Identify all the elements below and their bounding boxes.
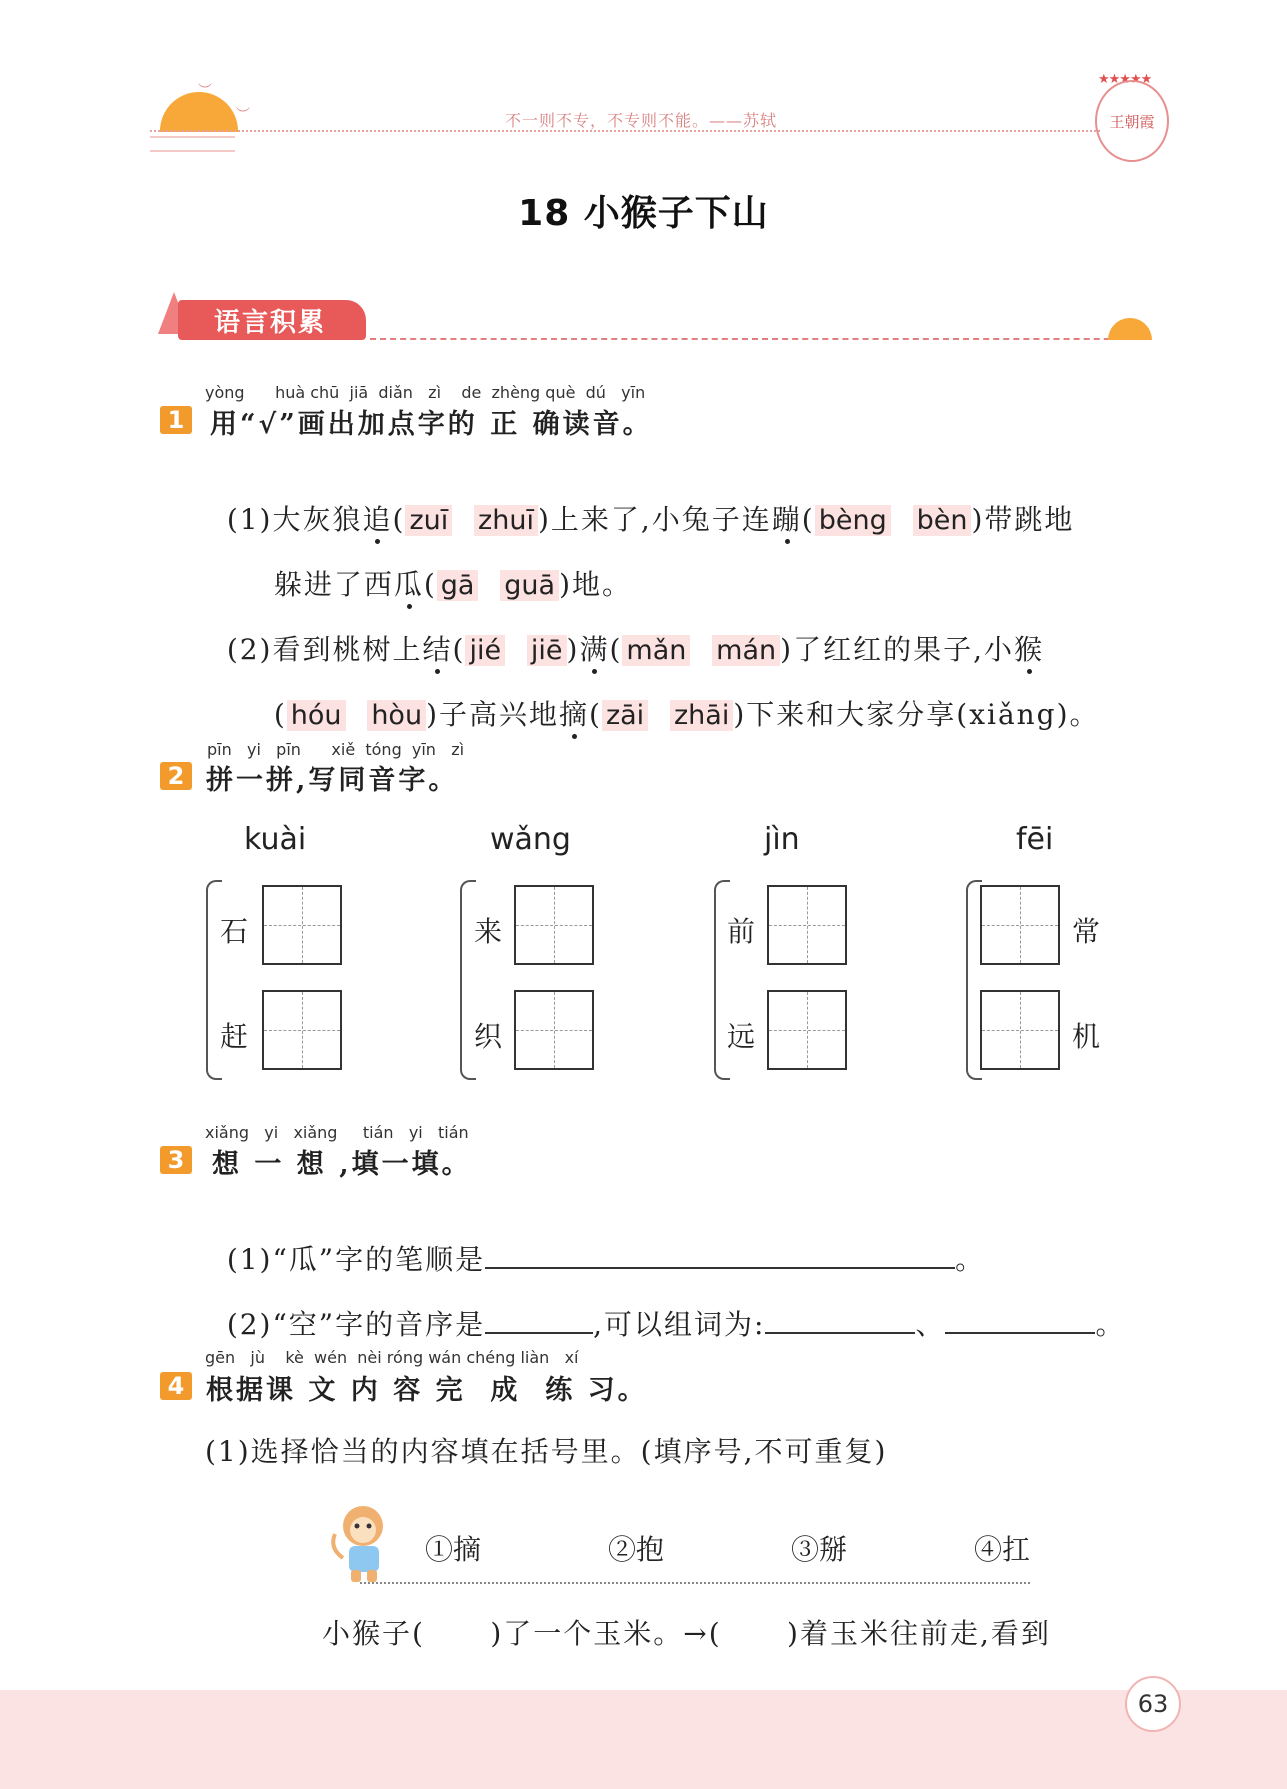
motto: 不一则不专，不专则不能。——苏轼	[505, 111, 778, 130]
q3-number: 3	[160, 1146, 192, 1174]
q3-line2: (2)“空”字的音序是 ,可以组词为: 、 。	[205, 1270, 1125, 1343]
group-char: 织	[474, 1020, 503, 1053]
bird-icon: ︶	[236, 107, 250, 123]
option-item[interactable]: ①摘	[425, 1533, 482, 1566]
brand-stamp: 王朝霞	[1095, 80, 1169, 162]
q2-pinyin: pīn yi pīn xiě tóng yīn zì	[207, 740, 465, 759]
writing-box[interactable]	[980, 990, 1060, 1070]
q1-line2: 躲进了西瓜( gā guā )地。	[273, 568, 633, 601]
option-list	[425, 1528, 1030, 1568]
dotted-char: 蹦	[771, 503, 802, 536]
answer-blank[interactable]	[485, 1239, 955, 1269]
stars-icon: ★★★★★	[1098, 72, 1152, 87]
q1-pinyin: yòng huà chū jiā diǎn zì de zhèng què dú yīn	[205, 383, 646, 402]
pinyin-option[interactable]: gā	[437, 570, 479, 601]
pinyin-option[interactable]: bèn	[913, 505, 972, 536]
q3-instruction: 想 一 想 ,填一填。	[212, 1149, 472, 1180]
writing-box[interactable]	[262, 885, 342, 965]
bird-icon: ︶	[198, 83, 212, 99]
pinyin-wang: wǎng	[490, 822, 571, 857]
section-divider	[370, 338, 1150, 340]
option-item[interactable]: ③掰	[790, 1533, 847, 1566]
pinyin-option[interactable]: zāi	[602, 700, 648, 731]
writing-box[interactable]	[262, 990, 342, 1070]
pinyin-option[interactable]: hòu	[367, 700, 426, 731]
q4-pinyin: gēn jù kè wén nèi róng wán chéng liàn xí	[205, 1348, 579, 1367]
pinyin-option[interactable]: jié	[465, 635, 505, 666]
pinyin-option[interactable]: bèng	[815, 505, 891, 536]
pinyin-kuai: kuài	[244, 822, 307, 857]
group-char: 远	[727, 1020, 756, 1053]
monkey-illustration	[325, 1498, 395, 1588]
pinyin-option[interactable]: mǎn	[622, 635, 690, 666]
pinyin-fei: fēi	[1016, 822, 1054, 857]
answer-blank[interactable]	[945, 1304, 1095, 1334]
dotted-char: 结	[422, 633, 453, 666]
group-char: 常	[1072, 915, 1101, 948]
q1-number: 1	[160, 406, 192, 434]
writing-box[interactable]	[980, 885, 1060, 965]
dotted-char: 满	[579, 633, 610, 666]
writing-box[interactable]	[767, 885, 847, 965]
wavy-divider	[360, 1582, 1030, 1590]
option-item[interactable]: ④扛	[973, 1533, 1030, 1566]
pinyin-option[interactable]: jiē	[527, 635, 567, 666]
q4-subquestion: (1)选择恰当的内容填在括号里。(填序号,不可重复)	[205, 1435, 888, 1468]
q1-instruction: 用“√”画出加点字的 正 确读音。	[210, 409, 653, 440]
q1-line3: (2)看到桃树上结( jié jiē )满( mǎn mán )了红红的果子,小猴	[226, 633, 1044, 666]
wave-decoration	[150, 136, 235, 152]
q2-instruction: 拼一拼,写同音字。	[206, 765, 459, 796]
writing-box[interactable]	[514, 885, 594, 965]
q1-line1: (1)大灰狼追( zuī zhuī )上来了,小兔子连蹦( bèng bèn )带跳地	[226, 503, 1075, 536]
page-number: 63	[1125, 1676, 1181, 1732]
pinyin-option[interactable]: mán	[712, 635, 780, 666]
q4-instruction: 根据课 文 内 容 完 成 练 习。	[206, 1375, 648, 1406]
group-char: 来	[474, 915, 503, 948]
group-char: 赶	[220, 1020, 249, 1053]
writing-box[interactable]	[514, 990, 594, 1070]
q2-number: 2	[160, 762, 192, 790]
pinyin-option[interactable]: hóu	[287, 700, 346, 731]
group-char: 机	[1072, 1020, 1101, 1053]
q1-line4: ( hóu hòu )子高兴地摘( zāi zhāi )下来和大家分享(xiǎng)。	[273, 698, 1100, 731]
group-char: 石	[220, 915, 249, 948]
writing-box[interactable]	[767, 990, 847, 1070]
pinyin-option[interactable]: zuī	[405, 505, 452, 536]
pinyin-jin: jìn	[764, 822, 800, 857]
pinyin-option[interactable]: zhāi	[670, 700, 733, 731]
answer-blank[interactable]	[765, 1304, 915, 1334]
footer-background	[0, 1690, 1287, 1789]
section-banner: 语言积累	[178, 300, 366, 340]
q4-number: 4	[160, 1372, 192, 1400]
pinyin-option[interactable]: guā	[500, 570, 559, 601]
group-char: 前	[727, 915, 756, 948]
pinyin-option[interactable]: zhuī	[474, 505, 538, 536]
sun-icon	[1108, 318, 1152, 340]
dotted-char: 猴	[1013, 633, 1044, 666]
dotted-char: 摘	[559, 698, 590, 731]
q3-line1: (1)“瓜”字的笔顺是 。	[205, 1205, 985, 1278]
answer-blank[interactable]	[485, 1304, 593, 1334]
dotted-char: 追	[362, 503, 393, 536]
q4-sentence: 小猴子( )了一个玉米。→( )着玉米往前走,看到	[322, 1617, 1051, 1650]
dotted-char: 瓜	[393, 568, 424, 601]
option-item[interactable]: ②抱	[607, 1533, 664, 1566]
q3-pinyin: xiǎng yi xiǎng tián yi tián	[205, 1123, 469, 1142]
page-title: 18 小猴子下山	[518, 193, 769, 234]
